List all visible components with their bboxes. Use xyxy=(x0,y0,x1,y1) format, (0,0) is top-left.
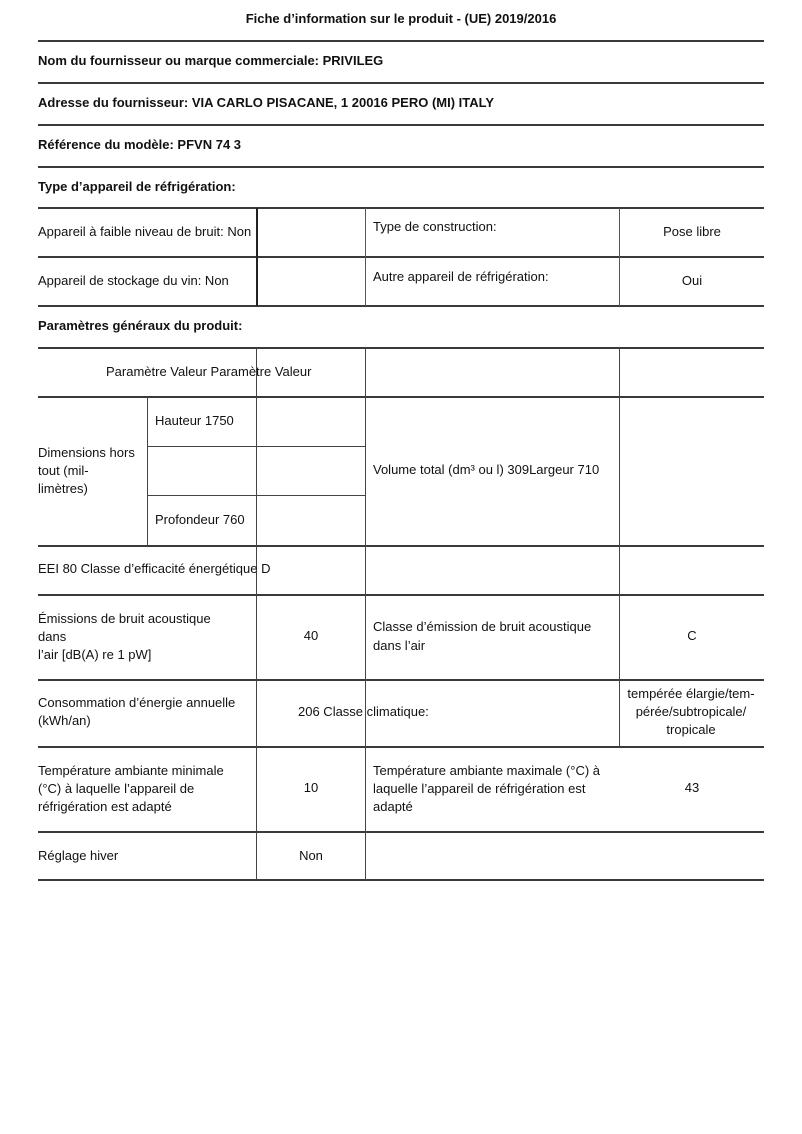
rule xyxy=(38,207,764,209)
general-params-heading: Paramètres généraux du produit: xyxy=(38,318,243,333)
noise-class-value: C xyxy=(687,628,697,643)
wine-storage-label: Appareil de stockage du vin: Non xyxy=(38,273,229,288)
rule xyxy=(38,305,764,307)
supplier-address: Adresse du fournisseur: VIA CARLO PISACANE, 1 20016 PERO (MI) ITALY xyxy=(38,95,495,110)
column-divider xyxy=(147,397,148,546)
height-value: Hauteur 1750 xyxy=(155,413,234,428)
min-temp-value: 10 xyxy=(303,780,319,795)
dimensions-label-line: tout (mil- xyxy=(38,463,89,478)
column-divider xyxy=(256,208,258,306)
appliance-type-heading: Type d’appareil de réfrigération: xyxy=(38,179,236,194)
column-divider xyxy=(365,208,366,306)
max-temp-label-line: laquelle l’appareil de réfrigération est xyxy=(373,781,586,796)
climate-value-line: pérée/subtropicale/ xyxy=(635,704,747,719)
document-title: Fiche d’information sur le produit - (UE) 2019/2016 xyxy=(245,11,557,26)
rule xyxy=(38,594,764,596)
depth-value: Profondeur 760 xyxy=(155,512,245,527)
noise-class-label-line: Classe d’émission de bruit acoustique xyxy=(373,619,592,634)
volume-width-value: Volume total (dm³ ou l) 309Largeur 710 xyxy=(373,462,600,477)
max-temp-value: 43 xyxy=(684,780,700,795)
rule xyxy=(38,82,764,84)
noise-label-line: l’air [dB(A) re 1 pW] xyxy=(38,647,152,662)
low-noise-label: Appareil à faible niveau de bruit: Non xyxy=(38,224,252,239)
construction-label: Type de construction: xyxy=(373,219,497,234)
noise-class-label-line: dans l’air xyxy=(373,638,426,653)
supplier-name: Nom du fournisseur ou marque commerciale: PRIVILEG xyxy=(38,53,384,68)
energy-climate-text: 206 Classe climatique: xyxy=(298,704,429,719)
winter-setting-value: Non xyxy=(299,848,323,863)
eei-row: EEI 80 Classe d’efficacité énergétique D xyxy=(38,561,271,576)
min-temp-label-line: (°C) à laquelle l’appareil de xyxy=(38,781,195,796)
max-temp-label-line: adapté xyxy=(373,799,413,814)
climate-value-line: tropicale xyxy=(666,722,716,737)
param-header: Paramètre Valeur Paramètre Valeur xyxy=(106,364,312,379)
max-temp-label-line: Température ambiante maximale (°C) à xyxy=(373,763,601,778)
climate-value-line: tempérée élargie/tem- xyxy=(627,686,755,701)
other-appliance-label: Autre appareil de réfrigération: xyxy=(373,269,549,284)
min-temp-label-line: réfrigération est adapté xyxy=(38,799,172,814)
energy-label-line: Consommation d’énergie annuelle xyxy=(38,695,236,710)
rule xyxy=(38,40,764,42)
noise-label-line: dans xyxy=(38,629,67,644)
min-temp-label-line: Température ambiante minimale xyxy=(38,763,224,778)
rule xyxy=(38,746,764,748)
rule xyxy=(38,679,764,681)
noise-label-line: Émissions de bruit acoustique xyxy=(38,611,211,626)
rule xyxy=(38,124,764,126)
construction-value: Pose libre xyxy=(663,224,721,239)
rule xyxy=(38,166,764,168)
rule xyxy=(38,831,764,833)
column-divider xyxy=(365,348,366,880)
model-reference: Référence du modèle: PFVN 74 3 xyxy=(38,137,242,152)
dimensions-label-line: Dimensions hors xyxy=(38,445,135,460)
energy-label-line: (kWh/an) xyxy=(38,713,91,728)
rule xyxy=(38,347,764,349)
column-divider xyxy=(256,348,257,880)
dimensions-label-line: limètres) xyxy=(38,481,88,496)
winter-setting-label: Réglage hiver xyxy=(38,848,119,863)
rule xyxy=(38,256,764,258)
noise-value: 40 xyxy=(303,628,319,643)
rule xyxy=(38,879,764,881)
other-appliance-value: Oui xyxy=(681,273,703,288)
